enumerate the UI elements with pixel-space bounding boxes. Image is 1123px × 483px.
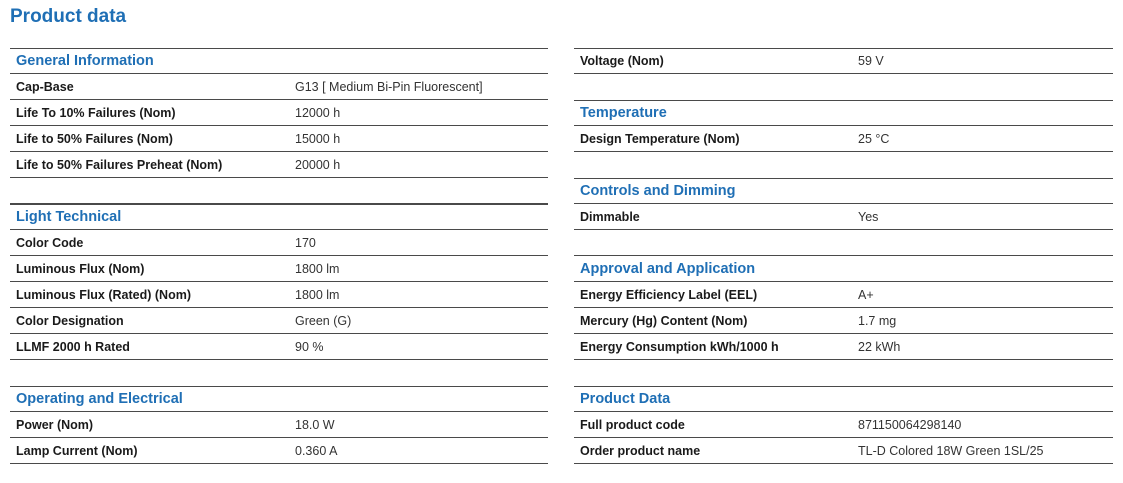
spec-value: 22 kWh	[858, 339, 901, 354]
section-heading-operating-electrical: Operating and Electrical	[10, 386, 548, 412]
spec-label: Voltage (Nom)	[580, 54, 664, 68]
spec-row	[10, 152, 548, 178]
spec-value: 12000 h	[295, 105, 341, 120]
spec-label: Order product name	[580, 443, 701, 458]
spec-row	[10, 230, 548, 256]
spec-label: Mercury (Hg) Content (Nom)	[580, 313, 748, 328]
spec-value: A+	[858, 287, 874, 302]
spec-label: Power (Nom)	[16, 417, 94, 432]
spec-row	[10, 100, 548, 126]
section-heading-approval-application: Approval and Application	[574, 256, 1113, 282]
spec-label: LLMF 2000 h Rated	[16, 339, 130, 354]
spec-label: Luminous Flux (Nom)	[16, 261, 145, 276]
empty-row	[10, 178, 548, 204]
spec-label: Life to 50% Failures Preheat (Nom)	[16, 157, 223, 172]
spec-row	[10, 412, 548, 438]
spec-value: 1800 lm	[295, 287, 340, 302]
spec-value: 90 %	[295, 339, 324, 354]
spec-value: 0.360 A	[295, 443, 338, 458]
spec-row	[574, 126, 1113, 152]
spec-row	[574, 282, 1113, 308]
spec-label: Design Temperature (Nom)	[580, 131, 740, 146]
left-column	[10, 48, 548, 464]
spec-value: 1800 lm	[295, 261, 340, 276]
section-heading-product-data: Product Data	[574, 386, 1113, 412]
spec-label: Color Designation	[16, 313, 124, 328]
spec-value: 15000 h	[295, 131, 341, 146]
spec-row	[10, 334, 548, 360]
spec-row	[574, 334, 1113, 360]
section-gap	[574, 74, 1113, 100]
spec-value: 871150064298140	[858, 417, 962, 432]
spec-row	[574, 412, 1113, 438]
section-heading-general-information: General Information	[10, 48, 548, 74]
spec-row	[574, 438, 1113, 464]
spec-label: Lamp Current (Nom)	[16, 443, 138, 458]
spec-row	[574, 204, 1113, 230]
right-column	[574, 48, 1113, 464]
section-gap	[574, 360, 1113, 386]
spec-value: TL-D Colored 18W Green 1SL/25	[858, 443, 1044, 458]
page-title: Product data	[10, 6, 127, 27]
spec-row	[10, 126, 548, 152]
spec-row	[10, 308, 548, 334]
spec-row	[574, 48, 1113, 74]
spec-label: Luminous Flux (Rated) (Nom)	[16, 287, 191, 302]
spec-row	[10, 438, 548, 464]
spec-value: 59 V	[858, 54, 884, 68]
spec-label: Dimmable	[580, 209, 640, 224]
spec-value: Green (G)	[295, 313, 352, 328]
section-gap	[574, 152, 1113, 178]
section-heading-controls-dimming: Controls and Dimming	[574, 178, 1113, 204]
spec-row	[574, 308, 1113, 334]
spec-value: 25 °C	[858, 131, 890, 146]
spec-row	[10, 74, 548, 100]
spec-row	[10, 256, 548, 282]
spec-label: Energy Consumption kWh/1000 h	[580, 339, 779, 354]
empty-row	[574, 230, 1113, 256]
spec-label: Energy Efficiency Label (EEL)	[580, 287, 758, 302]
spec-value: 1.7 mg	[858, 313, 897, 328]
spec-label: Cap-Base	[16, 79, 74, 94]
spec-value: 18.0 W	[295, 417, 335, 432]
spec-value: Yes	[858, 209, 879, 224]
spec-label: Life To 10% Failures (Nom)	[16, 105, 176, 120]
spec-label: Life to 50% Failures (Nom)	[16, 131, 173, 146]
spec-label: Full product code	[580, 417, 685, 432]
spec-value: 20000 h	[295, 157, 341, 172]
spec-label: Color Code	[16, 235, 84, 250]
section-heading-light-technical: Light Technical	[10, 204, 548, 230]
section-gap	[10, 360, 548, 386]
section-heading-temperature: Temperature	[574, 100, 1113, 126]
spec-row	[10, 282, 548, 308]
spec-value: 170	[295, 235, 316, 250]
spec-value: G13 [ Medium Bi-Pin Fluorescent]	[295, 79, 483, 94]
